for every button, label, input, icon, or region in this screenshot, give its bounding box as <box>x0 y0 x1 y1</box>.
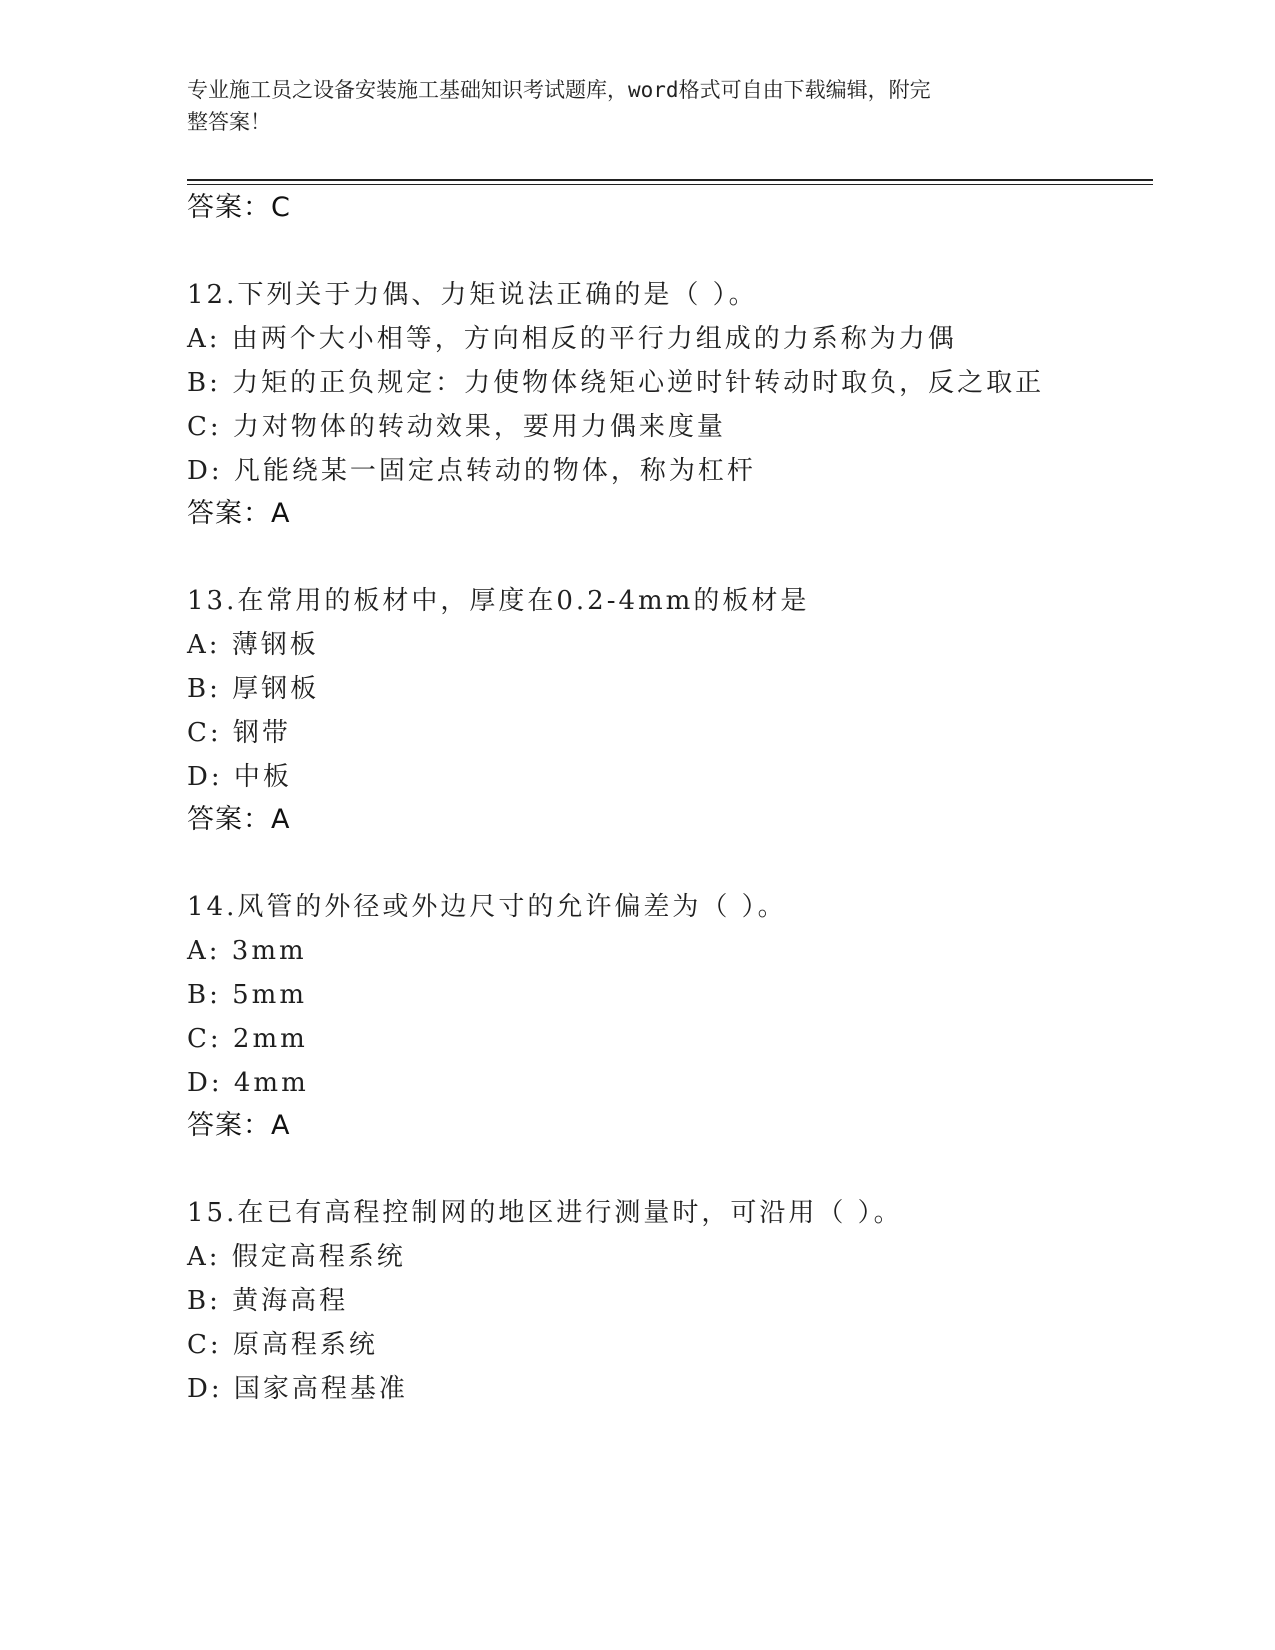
question-14-stem: 14.风管的外径或外边尺寸的允许偏差为（ ）。 <box>187 892 787 922</box>
header-divider-thick <box>187 179 1153 181</box>
question-12-answer: 答案：A <box>187 498 291 529</box>
question-13-option-b: B: 厚钢板 <box>187 674 320 704</box>
question-13-stem: 13.在常用的板材中，厚度在0.2-4mm的板材是 <box>187 586 810 616</box>
previous-answer: 答案：C <box>187 192 291 223</box>
question-14-option-a: A: 3mm <box>187 936 307 966</box>
question-15-option-c: C: 原高程系统 <box>187 1330 378 1360</box>
question-14-option-c: C: 2mm <box>187 1024 308 1054</box>
question-12-option-b: B: 力矩的正负规定：力使物体绕矩心逆时针转动时取负，反之取正 <box>187 368 1045 398</box>
header-line-2: 整答案！ <box>187 110 271 134</box>
question-14-option-b: B: 5mm <box>187 980 307 1010</box>
question-15-option-a: A: 假定高程系统 <box>187 1242 406 1272</box>
question-13-option-c: C: 钢带 <box>187 718 291 748</box>
header-line-1: 专业施工员之设备安装施工基础知识考试题库，word格式可自由下载编辑，附完 <box>187 78 931 102</box>
question-15-option-d: D: 国家高程基准 <box>187 1374 408 1404</box>
question-13-answer: 答案：A <box>187 804 291 835</box>
question-12-option-a: A: 由两个大小相等，方向相反的平行力组成的力系称为力偶 <box>187 324 957 354</box>
question-13-option-a: A: 薄钢板 <box>187 630 319 660</box>
document-header <box>187 74 1067 138</box>
question-12-option-c: C: 力对物体的转动效果，要用力偶来度量 <box>187 412 726 442</box>
header-divider-thin <box>187 184 1153 185</box>
question-13-option-d: D: 中板 <box>187 762 292 792</box>
question-14-option-d: D: 4mm <box>187 1068 309 1098</box>
question-14-answer: 答案：A <box>187 1110 291 1141</box>
question-15-stem: 15.在已有高程控制网的地区进行测量时，可沿用（ ）。 <box>187 1198 903 1228</box>
question-12-stem: 12.下列关于力偶、力矩说法正确的是（ ）。 <box>187 280 758 310</box>
question-15-option-b: B: 黄海高程 <box>187 1286 349 1316</box>
question-12-option-d: D: 凡能绕某一固定点转动的物体，称为杠杆 <box>187 456 756 486</box>
